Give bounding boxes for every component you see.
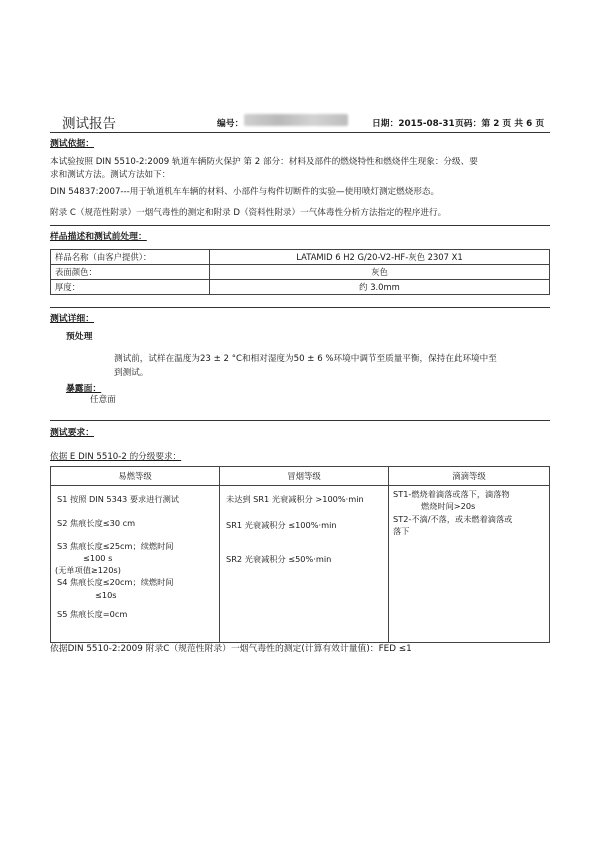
section-heading-basis: 测试依据：	[50, 139, 94, 149]
flammability-s4-limit: ≤10s	[95, 590, 117, 600]
drip-st1: ST1-燃烧着滴落或落下，滴落物	[393, 489, 510, 499]
drip-st2: ST2-不滴/不落，或未燃着滴落或	[393, 514, 513, 524]
flammability-s3-limit: ≤100 s	[83, 553, 113, 563]
flammability-s3-note: (无单项值≥120s)	[55, 565, 121, 575]
exposure-heading: 暴露面：	[66, 384, 102, 394]
pretreatment-line-1: 测试前，试样在温度为23 ± 2 °C和相对湿度为50 ± 6 %环境中调节至质量平衡，保持在此环境中至	[114, 354, 497, 364]
sample-label: 样品名称（由客户提供）：	[51, 250, 210, 265]
flammability-s5: S5 焦痕长度=0cm	[57, 609, 128, 619]
smoke-cell	[220, 486, 388, 642]
drip-st2-cont: 落下	[393, 526, 410, 536]
flammability-s4: S4 焦痕长度≤20cm；续燃时间	[57, 577, 174, 587]
column-header-smoke: 冒烟等级	[220, 467, 389, 486]
pretreatment-line-2: 到测试。	[114, 368, 149, 378]
column-header-flammability: 易燃等级	[51, 467, 220, 486]
flammability-s3: S3 焦痕长度≤25cm；续燃时间	[57, 541, 174, 551]
sample-label: 厚度：	[51, 280, 210, 295]
page-number: 页码：第 2 页 共 6 页	[455, 119, 545, 129]
toxicity-requirement: 依据DIN 5510-2:2009 附录C（规范性附录）一烟气毒性的测定(计算有效计量值)：FED ≤1	[50, 644, 412, 654]
section-heading-sample: 样品描述和测试前处理：	[50, 232, 147, 242]
table-row	[51, 486, 550, 643]
section-heading-requirements: 测试要求：	[50, 428, 94, 438]
flammability-s2: S2 焦痕长度≤30 cm	[57, 518, 136, 528]
table-row	[51, 265, 550, 280]
column-header-drip: 滴滴等级	[389, 467, 550, 486]
sample-divider	[50, 307, 550, 308]
basis-line-4: 附录 C（规范性附录）一烟气毒性的测定和附录 D（资料性附录）一气体毒性分析方法指定的程序进行。	[50, 208, 447, 218]
smoke-sr2: SR2 光衰减积分 ≤50%·min	[226, 554, 332, 564]
redacted-report-number	[244, 114, 348, 126]
page-title: 测试报告	[62, 116, 116, 132]
header-divider	[50, 132, 550, 133]
table-row	[51, 280, 550, 295]
sample-value: LATAMID 6 H2 G/20-V2-HF-灰色 2307 X1	[210, 250, 550, 265]
basis-line-2: 求和测试方法。测试方法如下：	[50, 170, 171, 180]
smoke-none: 未达到 SR1 光衰减积分 >100%·min	[226, 494, 364, 504]
drip-cell	[389, 486, 549, 642]
sample-value: 灰色	[210, 265, 550, 280]
basis-line-1: 本试验按照 DIN 5510-2:2009 轨道车辆防火保护 第 2 部分：材料及部件的燃烧特性和燃烧伴生现象：分级、要	[50, 157, 478, 167]
drip-st1-time: 燃烧时间>20s	[421, 501, 476, 511]
table-row	[51, 250, 550, 265]
basis-line-3: DIN 54837:2007---用于轨道机车车辆的材料、小部件与构件切断件的实验—使用喷灯测定燃烧形态。	[50, 187, 440, 197]
sample-label: 表面颜色：	[51, 265, 210, 280]
pretreatment-heading: 预处理	[66, 332, 93, 342]
table-header-row	[51, 467, 550, 486]
details-divider	[50, 420, 550, 421]
report-date: 日期：2015-08-31	[372, 119, 455, 129]
section-heading-details: 测试详细：	[50, 314, 94, 324]
sample-table	[50, 249, 550, 295]
report-number-label: 编号：	[217, 119, 244, 129]
sample-value: 约 3.0mm	[210, 280, 550, 295]
flammability-cell	[51, 486, 219, 642]
exposure-value: 任意面	[90, 395, 116, 405]
classification-table	[50, 466, 550, 643]
basis-divider	[50, 225, 550, 226]
smoke-sr1: SR1 光衰减积分 ≤100%·min	[226, 520, 337, 530]
requirements-subheading: 依据 E DIN 5510-2 的分级要求：	[50, 452, 182, 462]
flammability-s1: S1 按照 DIN 5343 要求进行测试	[57, 494, 179, 504]
